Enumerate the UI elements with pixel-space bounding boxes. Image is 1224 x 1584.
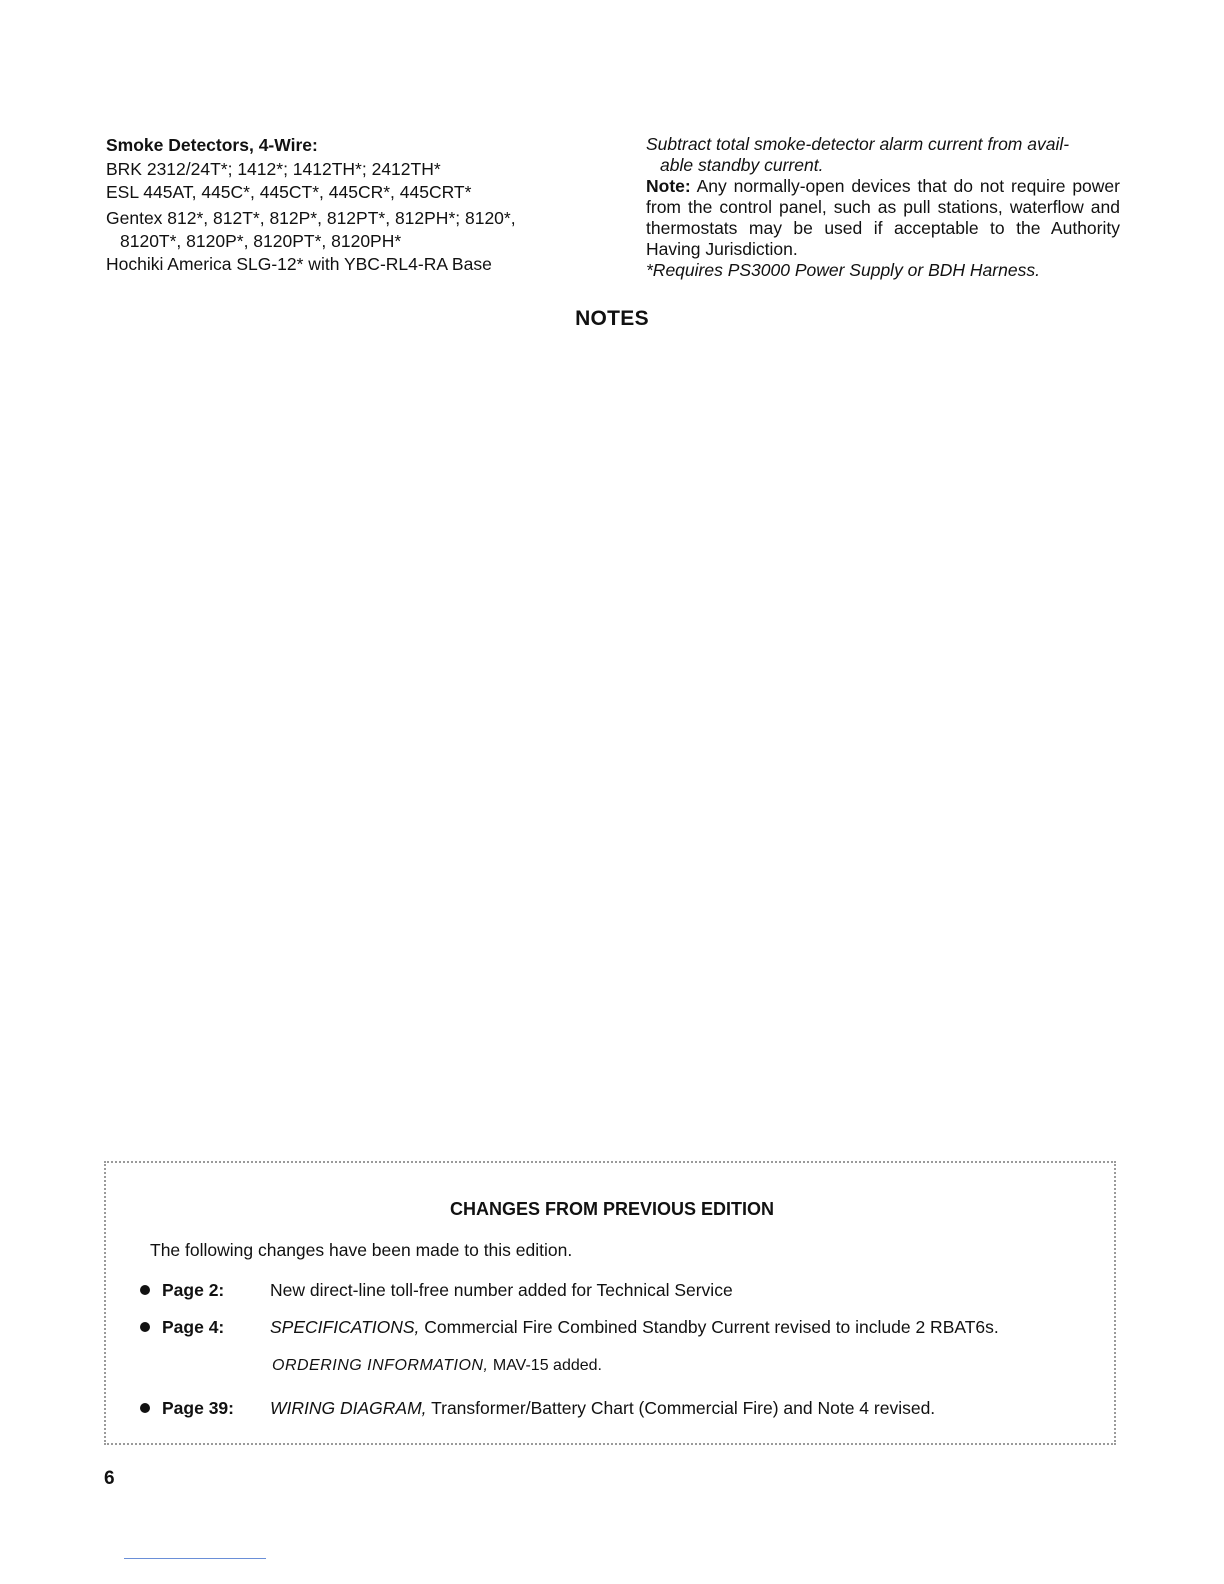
subtract-instruction-line2: able standby current.: [660, 155, 824, 175]
change-italic-text: WIRING DIAGRAM,: [270, 1398, 427, 1418]
bullet-icon: [140, 1322, 150, 1332]
change-page-label: Page 4:: [162, 1317, 225, 1337]
change-text: Commercial Fire Combined Standby Current revised to include 2 RBAT6s.: [419, 1317, 999, 1337]
bullet-icon: [140, 1285, 150, 1295]
gentex-models-continued: 8120T*, 8120P*, 8120PT*, 8120PH*: [120, 231, 402, 251]
notes-heading: NOTES: [575, 307, 649, 330]
gentex-models: Gentex 812*, 812T*, 812P*, 812PT*, 812PH*; 8120*,: [106, 208, 516, 228]
changes-title: CHANGES FROM PREVIOUS EDITION: [449, 1199, 775, 1219]
change-item: [140, 1280, 733, 1301]
note-label: Note:: [646, 176, 691, 196]
note-text: Any normally-open devices that do not require power from the control panel, such as pull stations, waterflow and thermostats may be used if acceptable to the Authority Having Jurisdiction.: [646, 176, 1120, 259]
subtract-instruction-line1: Subtract total smoke-detector alarm current from avail-: [646, 134, 1070, 154]
change-page-label: Page 2:: [162, 1280, 225, 1300]
esl-models: ESL 445AT, 445C*, 445CT*, 445CR*, 445CRT*: [106, 182, 472, 202]
change-italic-text: SPECIFICATIONS,: [270, 1317, 420, 1337]
bullet-icon: [140, 1403, 150, 1413]
standby-current-notes: [646, 134, 1120, 281]
change-page-label: Page 39:: [162, 1398, 234, 1418]
change-text: New direct-line toll-free number added for Technical Service: [270, 1280, 733, 1300]
change-item: [140, 1398, 935, 1419]
change-item: [140, 1317, 999, 1338]
change-text: MAV-15 added.: [488, 1357, 602, 1374]
page-number: 6: [104, 1468, 115, 1489]
change-italic-text: ORDERING INFORMATION,: [272, 1357, 489, 1374]
hochiki-models: Hochiki America SLG-12* with YBC-RL4-RA Base: [106, 254, 492, 274]
smoke-detectors-section: [106, 134, 576, 276]
bottom-rule: [124, 1558, 266, 1559]
device-note: [646, 176, 1120, 260]
change-sub-item: [272, 1357, 602, 1375]
power-supply-footnote: *Requires PS3000 Power Supply or BDH Harness.: [646, 260, 1040, 280]
change-text: Transformer/Battery Chart (Commercial Fire) and Note 4 revised.: [426, 1398, 936, 1418]
changes-intro: The following changes have been made to this edition.: [150, 1240, 573, 1260]
smoke-detectors-heading: Smoke Detectors, 4-Wire:: [106, 135, 318, 155]
brk-models: BRK 2312/24T*; 1412*; 1412TH*; 2412TH*: [106, 159, 441, 179]
